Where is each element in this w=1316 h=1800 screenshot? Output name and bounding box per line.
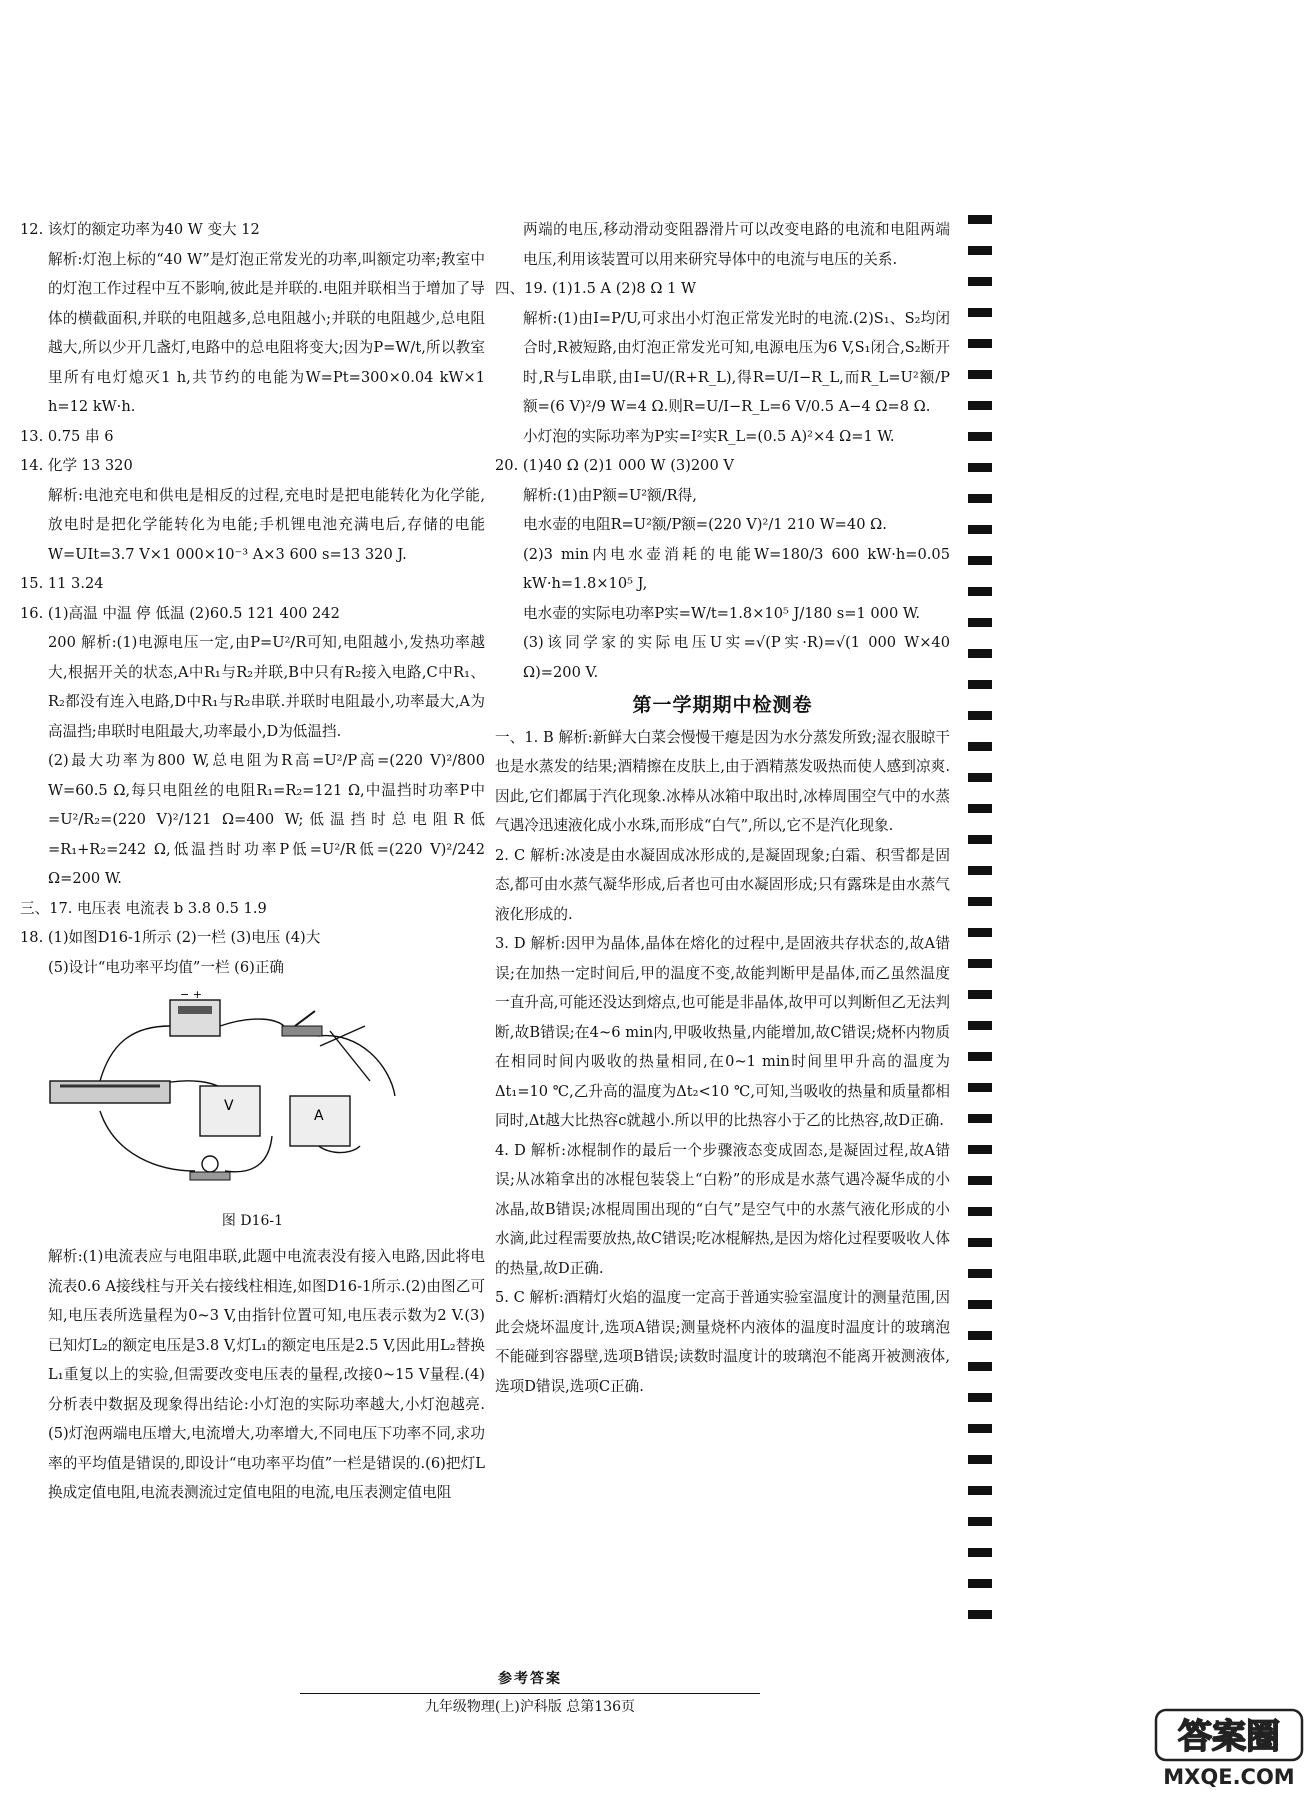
edge-mark [968,618,992,627]
answer-paragraph: 解析:电池充电和供电是相反的过程,充电时是把电能转化为化学能,放电时是把化学能转化为电能;手机锂电池充满电后,存储的电能W=UIt=3.7 V×1 000×10⁻³ A×3 600 s=13 320 J. [48,486,485,563]
answer-paragraph: 12. 该灯的额定功率为40 W 变大 12 [20,221,260,238]
answer-paragraph: 解析:(1)由P额=U²额/R得, [523,486,697,504]
right-column [495,215,950,1401]
edge-mark [968,1021,992,1030]
svg-text:A: A [314,1108,324,1124]
edge-mark [968,1269,992,1278]
answer-paragraph: 14. 化学 13 320 [20,457,133,474]
edge-mark [968,742,992,751]
answer-paragraph: 5. C 解析:酒精灯火焰的温度一定高于普通实验室温度计的测量范围,因此会烧坏温度计,选项A错误;测量烧杯内液体的温度时温度计的玻璃泡不能碰到容器壁,选项B错误;读数时温度计的玻璃泡不能离开被测液体,选项D错误,选项C正确. [495,1289,950,1395]
edge-mark [968,897,992,906]
edge-mark [968,525,992,534]
figure-caption: 图 D16-1 [221,1212,284,1229]
edge-mark [968,1424,992,1433]
edge-mark [968,277,992,286]
edge-mark [968,649,992,658]
answer-paragraph: (3)该同学家的实际电压U实=√(P实·R)=√(1 000 W×40 Ω)=200 V. [523,634,950,681]
answer-paragraph: 13. 0.75 串 6 [20,427,114,445]
circuit-diagram-d16-1 [20,986,460,1196]
edge-mark [968,1362,992,1371]
edge-mark [968,587,992,596]
edge-mark [968,711,992,720]
answer-paragraph: (2)3 min内电水壶消耗的电能W=180/3 600 kW·h=0.05 kW·h=1.8×10⁵ J, [523,545,950,592]
left-column [20,215,485,1508]
answer-paragraph: 解析:(1)由I=P/U,可求出小灯泡正常发光时的电流.(2)S₁、S₂均闭合时,R被短路,由灯泡正常发光可知,电源电压为6 V,S₁闭合,S₂断开时,R与L串联,由I=U/(R+R_L),得R=U/I−R_L,而R_L=U²额/P额=(6 V)²/9 W=4 Ω.则R=U/I−R_L=6 V/0.5 A−4 Ω=8 Ω. [523,309,950,415]
edge-mark [968,370,992,379]
answer-paragraph: (2)最大功率为800 W,总电阻为R高=U²/P高=(220 V)²/800 W=60.5 Ω,每只电阻丝的电阻R₁=R₂=121 Ω,中温挡时功率P中=U²/R₂=(220 V)²/121 Ω=400 W;低温挡时总电阻R低=R₁+R₂=242 Ω,低温挡时功率P低=U²/R低=(220 V)²/242 Ω=200 W. [48,752,485,887]
answer-paragraph: 一、1. B 解析:新鲜大白菜会慢慢干瘪是因为水分蒸发所致;湿衣服晾干也是水蒸发的结果;酒精擦在皮肤上,由于酒精蒸发吸热而使人感到凉爽.因此,它们都属于汽化现象.冰棒从冰箱中取出时,冰棒周围空气中的水蒸气遇冷迅速液化成小水珠,而形成“白气”,所以,它不是汽化现象. [495,728,950,834]
edge-mark [968,928,992,937]
edge-mark [968,1083,992,1092]
edge-mark [968,1486,992,1495]
edge-mark [968,959,992,968]
answer-paragraph: 解析:(1)电流表应与电阻串联,此题中电流表没有接入电路,因此将电流表0.6 A接线柱与开关右接线柱相连,如图D16-1所示.(2)由图乙可知,电压表所选量程为0~3 V,由指针位置可知,电压表示数为2 V.(3)已知灯L₂的额定电压是3.8 V,灯L₁的额定电压是2.5 V,因此用L₂替换L₁重复以上的实验,但需要改变电压表的量程,改接0~15 V量程.(4)分析表中数据及现象得出结论:小灯泡的实际功率越大,小灯泡越亮.(5)灯泡两端电压增大,电流增大,功率增大,不同电压下功率不同,求功率的平均值是错误的,即设计“电功率平均值”一栏是错误的.(6)把灯L换成定值电阻,电流表测流过定值电阻的电流,电压表测定值电阻 [48,1248,485,1501]
edge-mark [968,1517,992,1526]
answer-paragraph: 16. (1)高温 中温 停 低温 (2)60.5 121 400 242 [20,604,340,622]
edge-mark [968,1579,992,1588]
watermark-logo [1154,1708,1304,1790]
answer-paragraph: 15. 11 3.24 [20,575,104,592]
edge-mark [968,308,992,317]
edge-mark [968,401,992,410]
edge-mark [968,1207,992,1216]
edge-mark [968,1176,992,1185]
edge-mark [968,1052,992,1061]
edge-mark [968,339,992,348]
edge-mark [968,1548,992,1557]
answer-paragraph: 20. (1)40 Ω (2)1 000 W (3)200 V [495,457,734,474]
edge-mark [968,463,992,472]
edge-mark [968,432,992,441]
edge-mark [968,246,992,255]
answer-paragraph: 4. D 解析:冰棍制作的最后一个步骤液态变成固态,是凝固过程,故A错误;从冰箱拿出的冰棍包装袋上“白粉”的形成是水蒸气遇冷凝华成的小冰晶,故B错误;冰棍周围出现的“白气”是空气中的水蒸气液化形成的小水滴,此过程需要放热,故C错误;吃冰棍解热,是因为熔化过程要吸收人体的热量,故D正确. [495,1141,950,1277]
edge-mark [968,215,992,224]
edge-mark [968,680,992,689]
watermark-bottom: MXQE.COM [1163,1765,1295,1789]
section-heading: 第一学期期中检测卷 [632,694,813,716]
edge-mark [968,1331,992,1340]
edge-marks [968,215,992,1641]
answer-paragraph: 电水壶的电阻R=U²额/P额=(220 V)²/1 210 W=40 Ω. [523,516,887,533]
footer-page-info: 九年级物理(上)沪科版 总第136页 [300,1693,760,1716]
answer-paragraph: 18. (1)如图D16-1所示 (2)一栏 (3)电压 (4)大 [20,929,321,946]
svg-text:V: V [224,1098,234,1114]
edge-mark [968,990,992,999]
answer-paragraph: 小灯泡的实际功率为P实=I²实R_L=(0.5 A)²×4 Ω=1 W. [523,427,895,445]
edge-mark [968,1145,992,1154]
answer-paragraph: 电水壶的实际电功率P实=W/t=1.8×10⁵ J/180 s=1 000 W. [523,604,920,622]
answer-paragraph: 三、17. 电压表 电流表 b 3.8 0.5 1.9 [20,899,267,917]
watermark-top: 答案圈 [1178,1717,1280,1757]
edge-mark [968,1238,992,1247]
answer-paragraph: 四、19. (1)1.5 A (2)8 Ω 1 W [495,280,696,297]
edge-mark [968,866,992,875]
edge-mark [968,835,992,844]
answer-paragraph: 两端的电压,移动滑动变阻器滑片可以改变电路的电流和电阻两端电压,利用该装置可以用来研究导体中的电流与电压的关系. [523,221,950,268]
edge-mark [968,804,992,813]
footer-title: 参考答案 [498,1671,562,1687]
answer-paragraph: 2. C 解析:冰凌是由水凝固成冰形成的,是凝固现象;白霜、积雪都是固态,都可由水蒸气凝华形成,后者也可由水凝固形成;只有露珠是由水蒸气液化形成的. [495,846,950,923]
answer-paragraph: 3. D 解析:因甲为晶体,晶体在熔化的过程中,是固液共存状态的,故A错误;在加热一定时间后,甲的温度不变,故能判断甲是晶体,而乙虽然温度一直升高,可能还没达到熔点,也可能是非晶体,故甲可以判断但乙无法判断,故B错误;在4~6 min内,甲吸收热量,内能增加,故C错误;烧杯内物质在相同时间内吸收的热量相同,在0~1 min时间里甲升高的温度为Δt₁=10 ℃,乙升高的温度为Δt₂<10 ℃,可知,当吸收的热量和质量都相同时,Δt越大比热容c就越小.所以甲的比热容小于乙的比热容,故D正确. [495,935,950,1129]
answer-paragraph: 解析:灯泡上标的“40 W”是灯泡正常发光的功率,叫额定功率;教室中的灯泡工作过程中互不影响,彼此是并联的.电阻并联相当于增加了导体的横截面积,并联的电阻越多,总电阻越小;并联的电阻越少,总电阻越大,所以少开几盏灯,电路中的总电阻将变大;因为P=W/t,所以教室里所有电灯熄灭1 h,共节约的电能为W=Pt=300×0.04 kW×1 h=12 kW·h. [48,250,485,415]
edge-mark [968,1610,992,1619]
edge-mark [968,1393,992,1402]
answer-paragraph: (5)设计“电功率平均值”一栏 (6)正确 [48,958,285,976]
svg-text:− +: − + [180,988,202,1001]
edge-mark [968,556,992,565]
edge-mark [968,494,992,503]
edge-mark [968,1300,992,1309]
edge-mark [968,1455,992,1464]
edge-mark [968,773,992,782]
answer-paragraph: 200 解析:(1)电源电压一定,由P=U²/R可知,电阻越小,发热功率越大,根据开关的状态,A中R₁与R₂并联,B中只有R₂接入电路,C中R₁、R₂都没有连入电路,D中R₁与R₂串联.并联时电阻最小,功率最大,A为高温挡;串联时电阻最大,功率最小,D为低温挡. [48,634,485,740]
edge-mark [968,1114,992,1123]
